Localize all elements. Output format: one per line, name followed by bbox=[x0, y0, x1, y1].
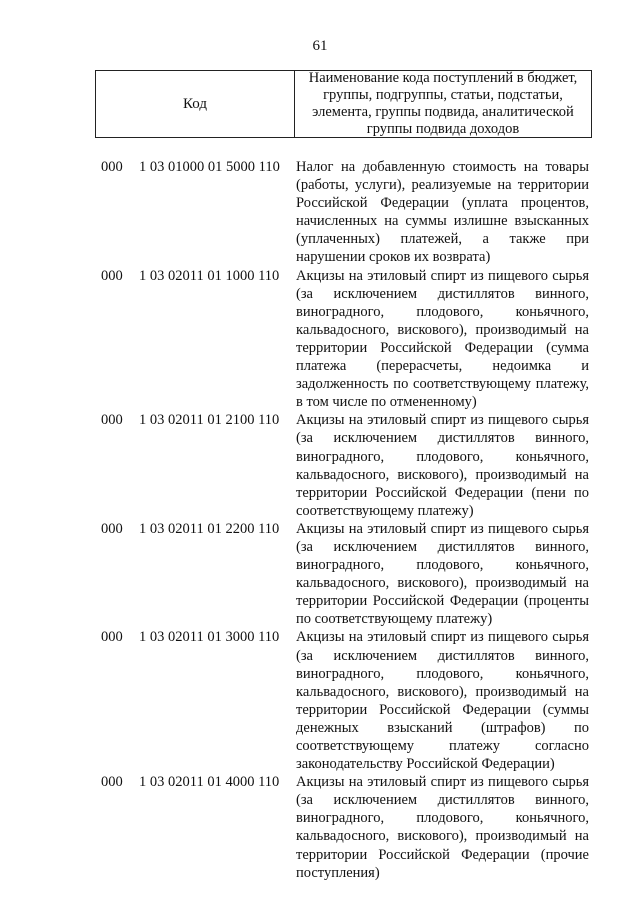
table-row bbox=[0, 158, 640, 267]
table-row bbox=[0, 267, 640, 412]
revenue-name: Акцизы на этиловый спирт из пищевого сырья (за исключением дистиллятов винного, виноградного, плодового, коньячного, кальвадосного, вискового), производимый на территории Российской Федерации (суммы денежных взысканий (штрафов) по соответствующему платежу согласно законодательству Российской Федерации) bbox=[296, 629, 589, 773]
table-row bbox=[0, 628, 640, 773]
entries-list bbox=[0, 158, 640, 882]
admin-code: 000 bbox=[101, 520, 123, 537]
admin-code: 000 bbox=[101, 412, 123, 429]
admin-code: 000 bbox=[101, 774, 123, 791]
revenue-code: 1 03 02011 01 1000 110 bbox=[139, 267, 280, 284]
code-column-header: Код bbox=[96, 71, 295, 137]
page-number: 61 bbox=[312, 38, 328, 54]
revenue-code: 1 03 02011 01 2100 110 bbox=[139, 412, 280, 429]
admin-code: 000 bbox=[101, 159, 123, 175]
table-row bbox=[0, 411, 640, 520]
revenue-name: Акцизы на этиловый спирт из пищевого сырья (за исключением дистиллятов винного, виноградного, плодового, коньячного, кальвадосного, вискового), производимый на территории Российской Федерации (сумма платежа (перерасчеты, недоимка и задолженность по соответствующему платежу, в том числе по отмененному) bbox=[296, 267, 589, 411]
name-column-header: Наименование кода поступлений в бюджет, группы, подгруппы, статьи, подстатьи, элемента, группы подвида, аналитической группы подвида доходов bbox=[308, 70, 578, 137]
admin-code: 000 bbox=[101, 629, 123, 646]
table-header bbox=[95, 70, 592, 138]
admin-code: 000 bbox=[101, 267, 123, 284]
revenue-name: Акцизы на этиловый спирт из пищевого сырья (за исключением дистиллятов винного, виноградного, плодового, коньячного, кальвадосного, вискового), производимый на территории Российской Федерации (прочие поступления) bbox=[296, 774, 589, 881]
table-row bbox=[0, 520, 640, 629]
revenue-name: Акцизы на этиловый спирт из пищевого сырья (за исключением дистиллятов винного, виноградного, плодового, коньячного, кальвадосного, вискового), производимый на территории Российской Федерации (пени по соответствующему платежу) bbox=[296, 412, 589, 519]
revenue-code: 1 03 02011 01 4000 110 bbox=[139, 774, 280, 791]
revenue-code: 1 03 01000 01 5000 110 bbox=[139, 159, 280, 175]
revenue-name: Акцизы на этиловый спирт из пищевого сырья (за исключением дистиллятов винного, виноградного, плодового, коньячного, кальвадосного, вискового), производимый на территории Российской Федерации (проценты по соответствующему платежу) bbox=[296, 520, 589, 628]
revenue-name: Налог на добавленную стоимость на товары (работы, услуги), реализуемые на территории Российской Федерации (уплата процентов, начисленных на суммы излишне взысканных (уплаченных) платежей, а также при нарушении сроков их возврата) bbox=[296, 159, 589, 266]
revenue-code: 1 03 02011 01 3000 110 bbox=[139, 629, 280, 646]
table-row bbox=[0, 773, 640, 882]
revenue-code: 1 03 02011 01 2200 110 bbox=[139, 520, 280, 537]
